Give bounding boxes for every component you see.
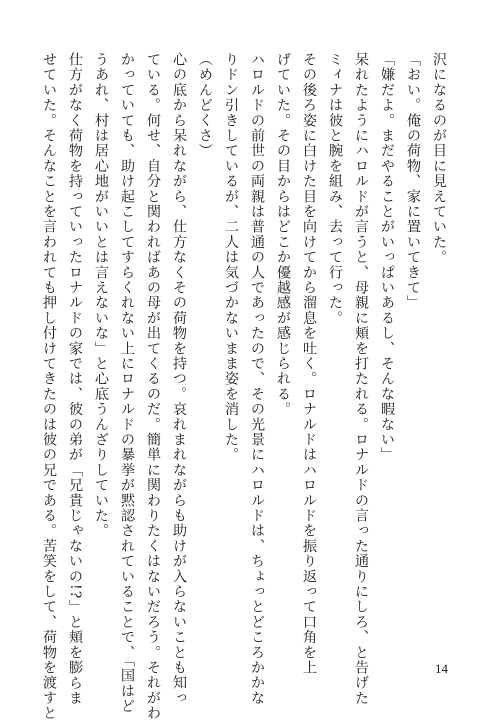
- text-line: 呆れたようにハロルドが言うと、母親に頬を打たれる。ロナルドの言った通りにしろ、と告げた: [353, 52, 369, 706]
- text-line: （めんどくさ）: [197, 52, 213, 159]
- text-line: その後ろ姿に白けた目を向けてから溜息を吐く。ロナルドはハロルドを振り返って口角を上: [301, 52, 317, 676]
- page-number: 14: [435, 661, 448, 676]
- text-line: 「嫌だよ。まだやることがいっぱいあるし、そんな暇ない」: [379, 52, 395, 463]
- text-line: げていた。その目からはどこか優越感が感じられる。: [275, 52, 291, 417]
- text-line: 仕方がなく荷物を持っていったロナルドの家では、彼の弟が「兄貴じゃないの!?」と頬を膨らま: [67, 52, 83, 706]
- text-line: ミィナは彼と腕を組み、去って行った。: [327, 52, 343, 326]
- text-line: ハロルドの前世の両親は普通の人であったので、その光景にハロルドは、ちょっとどころかかな: [249, 52, 265, 706]
- text-line: 沢になるのが目に見えていた。: [431, 52, 447, 265]
- text-line: ている。何せ、自分と関わればあの母が出てくるのだ。簡単に関わりたくはないだろう。それがわ: [145, 52, 161, 721]
- text-line: うあれ、村は居心地がいいとは言えないな」と心底うんざりしていた。: [93, 52, 109, 539]
- text-line: かっていても、助け起こしてすらくれない上にロナルドの暴挙が黙認されていることで、「国はど: [119, 52, 135, 714]
- text-line: 「おい。俺の荷物、家に置いてきて」: [405, 52, 421, 311]
- text-line: せていた。そんなことを言われても押し付けてきたのは彼の兄である。苦笑をして、荷物を渡すと: [41, 52, 57, 721]
- text-line: りドン引きしているが、二人は気づかないまま姿を消した。: [223, 52, 239, 463]
- text-line: 心の底から呆れながら、仕方なくその荷物を持つ。哀れまれながらも助けが入らないことも知っ: [171, 52, 187, 706]
